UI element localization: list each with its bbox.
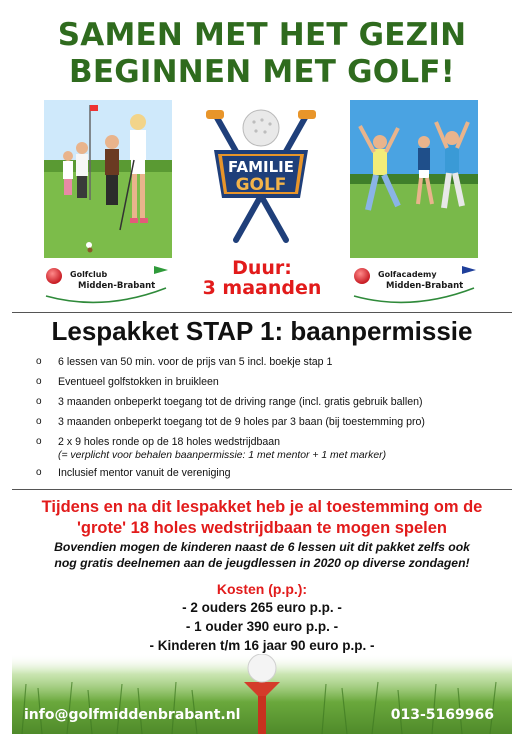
bullet-circle-icon: o — [36, 356, 42, 367]
golf-ball-icon — [248, 654, 276, 682]
logo-text-1: FAMILIE — [227, 158, 295, 176]
jumping-family-photo — [350, 100, 478, 258]
contact-email[interactable]: info@golfmiddenbrabant.nl — [24, 707, 241, 723]
duration-block — [190, 258, 334, 298]
price-children: - Kinderen t/m 16 jaar 90 euro p.p. - — [149, 638, 375, 653]
academy-name-line-1: Golfacademy — [378, 270, 437, 279]
extra-info-text — [0, 540, 524, 571]
section-title: Lespakket STAP 1: baanpermissie — [51, 316, 473, 346]
logo-text-2: GOLF — [235, 175, 287, 195]
green-flag-icon — [154, 266, 168, 278]
highlight-line-1: Tijdens en na dit lespakket heb je al toestemming om de — [41, 498, 483, 516]
bullet-circle-icon: o — [36, 436, 42, 447]
list-item — [36, 436, 516, 450]
jumping-family-illustration — [350, 100, 478, 258]
family-golf-illustration — [44, 100, 172, 258]
highlight-text — [0, 497, 524, 539]
bullet-circle-icon: o — [36, 467, 42, 478]
golfacademy-logo — [352, 264, 480, 304]
list-item-note: (= verplicht voor behalen baanpermissie: 1 met mentor + 1 met marker) — [58, 450, 387, 461]
bullet-circle-icon: o — [36, 376, 42, 387]
costs-title: Kosten (p.p.): — [216, 581, 308, 597]
golfclub-logo — [44, 264, 172, 304]
club-name-line-2: Midden-Brabant — [78, 281, 156, 291]
list-item-text: 3 maanden onbeperkt toegang tot de driving range (incl. gratis gebruik ballen) — [58, 396, 423, 408]
price-one-parent: - 1 ouder 390 euro p.p. - — [185, 619, 339, 634]
headline-line-2: BEGINNEN MET GOLF! — [68, 54, 455, 90]
package-list — [36, 356, 516, 487]
extra-line-2: nog gratis deelnemen aan de jeugdlessen in 2020 op diverse zondagen! — [54, 555, 470, 570]
list-item-text: 2 x 9 holes ronde op de 18 holes wedstrijdbaan — [58, 436, 281, 448]
extra-line-1: Bovendien mogen de kinderen naast de 6 lessen uit dit pakket zelfs ook — [54, 540, 470, 554]
familie-golf-emblem — [200, 102, 322, 254]
family-golf-photo — [44, 100, 172, 258]
list-item — [36, 356, 516, 376]
academy-name-line-2: Midden-Brabant — [386, 281, 464, 291]
duration-value: 3 maanden — [202, 277, 322, 299]
bullet-circle-icon: o — [36, 416, 42, 427]
bullet-circle-icon: o — [36, 396, 42, 407]
list-item — [36, 416, 516, 436]
duration-label: Duur: — [232, 257, 292, 279]
price-two-parents: - 2 ouders 265 euro p.p. - — [182, 600, 342, 615]
list-item — [36, 376, 516, 396]
blue-flag-icon — [462, 266, 476, 278]
divider-bottom — [12, 489, 512, 490]
familie-golf-logo — [200, 102, 322, 254]
club-name-line-1: Golfclub — [70, 270, 108, 279]
list-item — [36, 467, 516, 487]
highlight-line-2: 'grote' 18 holes wedstrijdbaan te mogen spelen — [76, 519, 448, 537]
list-item-text: Inclusief mentor vanuit de vereniging — [58, 467, 231, 479]
divider-top — [12, 312, 512, 313]
list-item-text: 3 maanden onbeperkt toegang tot de 9 holes par 3 baan (bij toestemming pro) — [58, 416, 425, 428]
list-item — [36, 396, 516, 416]
list-item-text: 6 lessen van 50 min. voor de prijs van 5 incl. boekje stap 1 — [58, 356, 333, 368]
list-item-text: Eventueel golfstokken in bruikleen — [58, 376, 219, 388]
contact-phone[interactable]: 013-5169966 — [390, 707, 494, 723]
headline-line-1: SAMEN MET HET GEZIN — [57, 17, 467, 53]
